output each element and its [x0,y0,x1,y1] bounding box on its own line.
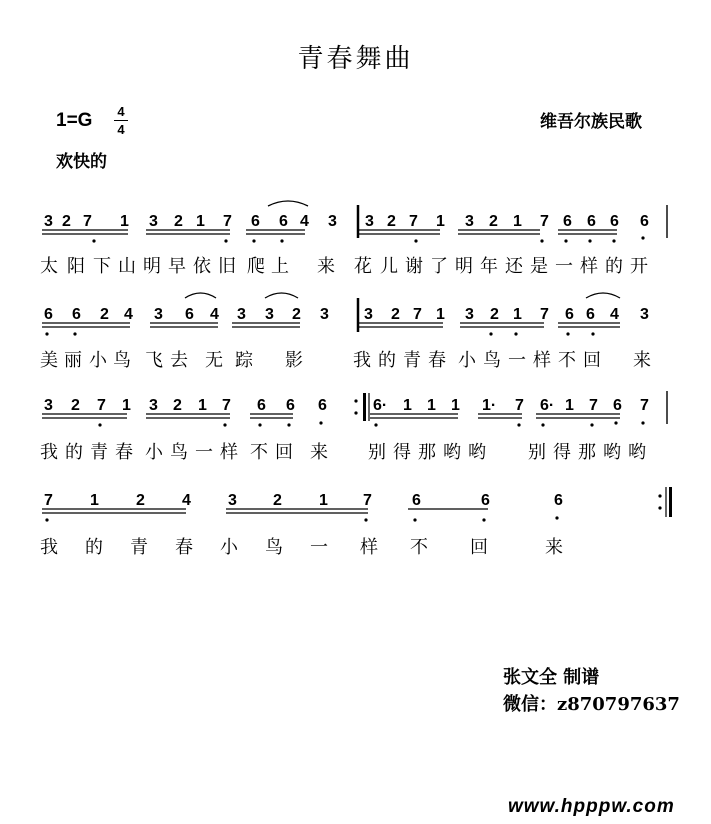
octave-dot [319,421,322,424]
note: 4 [610,306,619,323]
note: 6· [540,397,555,414]
note: 4 [300,213,309,230]
note: 6 [613,397,622,414]
lyric-char: 我 [40,537,58,558]
note: 3 [154,306,163,323]
lyric-char: 不 [558,350,576,371]
note: 1 [198,397,207,414]
octave-dot [252,239,255,242]
note: 6 [565,306,574,323]
note: 1 [122,397,131,414]
lyric-char: 小 [458,350,476,371]
lyric-char: 阳 [67,256,85,277]
note: 3 [237,306,246,323]
end-repeat-bar [669,487,672,517]
note: 6 [286,397,295,414]
lyric-char: 山 [118,256,136,277]
lyric-char: 明 [455,256,473,277]
octave-dot [514,332,517,335]
lyric-char: 样 [360,537,378,558]
note: 6· [373,397,388,414]
lyric-char: 早 [168,256,186,277]
note: 6 [587,213,596,230]
lyric-char: 鸟 [113,350,131,371]
note: 2 [100,306,109,323]
lyric-char: 别 [368,442,386,463]
lyric-char: 春 [115,442,133,463]
octave-dot [658,494,661,497]
lyric-char: 太 [40,256,58,277]
note: 2 [391,306,400,323]
octave-dot [541,423,544,426]
octave-dot [540,239,543,242]
key-signature: 1=G [56,110,93,131]
note: 3 [640,306,649,323]
lyric-char: 年 [480,256,498,277]
lyric-char: 我 [40,442,58,463]
octave-dot [354,399,357,402]
octave-dot [98,423,101,426]
lyric-char: 得 [393,442,411,463]
octave-dot [92,239,95,242]
note: 6 [257,397,266,414]
note: 6 [554,492,563,509]
octave-dot [45,518,48,521]
lyric-char: 青 [403,350,421,371]
note: 6 [586,306,595,323]
note: 2 [136,492,145,509]
lyric-char: 来 [633,350,651,371]
lyric-char: 别 [528,442,546,463]
octave-dot [354,411,357,414]
note: 6 [481,492,490,509]
note: 1 [436,306,445,323]
tie-arc [268,201,308,206]
octave-dot [612,239,615,242]
watermark-url: www.hpppw.com [508,796,675,817]
lyric-char: 鸟 [265,537,283,558]
note: 3 [328,213,337,230]
note: 3 [320,306,329,323]
octave-dot [566,332,569,335]
note: 4 [124,306,133,323]
tempo-marking: 欢快的 [56,152,107,172]
lyric-char: 不 [250,442,268,463]
note: 1 [319,492,328,509]
note: 6 [72,306,81,323]
note: 7 [413,306,422,323]
note: 1 [565,397,574,414]
repeat-bar [363,393,366,421]
note: 6 [610,213,619,230]
lyric-char: 开 [630,256,648,277]
lyric-char: 小 [89,350,107,371]
lyric-char: 青 [130,537,148,558]
lyric-char: 的 [65,442,83,463]
note: 7 [540,213,549,230]
note: 1 [513,213,522,230]
note: 1 [90,492,99,509]
lyric-char: 小 [220,537,238,558]
note: 1· [482,397,497,414]
note: 3 [465,213,474,230]
lyric-char: 回 [583,350,601,371]
note: 7 [540,306,549,323]
note: 2 [292,306,301,323]
note: 1 [196,213,205,230]
note: 3 [465,306,474,323]
note: 6 [44,306,53,323]
note: 3 [228,492,237,509]
lyric-char: 样 [580,256,598,277]
lyric-char: 踪 [235,350,253,371]
tie-arc [185,293,216,298]
lyric-char: 的 [85,537,103,558]
note: 1 [120,213,129,230]
note: 2 [387,213,396,230]
lyric-char: 青 [90,442,108,463]
lyric-char: 鸟 [170,442,188,463]
tie-arc [586,293,620,298]
note: 2 [173,397,182,414]
song-title: 青春舞曲 [297,44,414,74]
lyric-char: 不 [410,537,428,558]
octave-dot [414,239,417,242]
note: 6 [318,397,327,414]
lyric-char: 我 [353,350,371,371]
lyric-char: 哟 [468,442,486,463]
note: 3 [44,213,53,230]
note: 7 [222,397,231,414]
lyric-char: 一 [195,442,213,463]
lyric-char: 影 [285,350,303,371]
note: 1 [427,397,436,414]
note: 7 [97,397,106,414]
note: 3 [365,213,374,230]
note: 7 [409,213,418,230]
note: 4 [210,306,219,323]
octave-dot [658,506,661,509]
octave-dot [641,421,644,424]
lyric-char: 小 [145,442,163,463]
lyric-char: 来 [545,537,563,558]
note: 2 [174,213,183,230]
lyric-char: 春 [428,350,446,371]
octave-dot [364,518,367,521]
note: 2 [62,213,71,230]
lyric-char: 回 [275,442,293,463]
lyric-char: 样 [533,350,551,371]
lyric-char: 得 [553,442,571,463]
note: 6 [563,213,572,230]
lyric-char: 谢 [405,256,423,277]
lyric-char: 是 [530,256,548,277]
octave-dot [489,332,492,335]
note: 3 [149,397,158,414]
octave-dot [45,332,48,335]
lyric-char: 花 [354,256,372,277]
lyric-char: 一 [555,256,573,277]
lyric-char: 儿 [380,256,398,277]
octave-dot [517,423,520,426]
lyric-char: 无 [205,350,223,371]
octave-dot [223,423,226,426]
lyric-char: 还 [505,256,523,277]
octave-dot [591,332,594,335]
lyric-char: 来 [317,256,335,277]
lyric-char: 的 [378,350,396,371]
lyric-char: 依 [193,256,211,277]
lyric-char: 样 [220,442,238,463]
note: 3 [364,306,373,323]
arranger-credit: 张文全 制谱 [503,667,600,688]
note: 7 [44,492,53,509]
note: 3 [265,306,274,323]
lyric-char: 那 [578,442,596,463]
octave-dot [374,423,377,426]
lyric-char: 哟 [628,442,646,463]
note: 6 [251,213,260,230]
lyric-char: 了 [430,256,448,277]
note: 6 [185,306,194,323]
octave-dot [73,332,76,335]
note: 6 [412,492,421,509]
note: 1 [403,397,412,414]
octave-dot [588,239,591,242]
note: 2 [489,213,498,230]
note: 2 [273,492,282,509]
octave-dot [413,518,416,521]
note: 1 [513,306,522,323]
note: 7 [589,397,598,414]
note: 2 [71,397,80,414]
note: 6 [640,213,649,230]
time-signature-top: 4 [117,104,125,119]
lyric-char: 下 [93,256,111,277]
note: 3 [44,397,53,414]
note: 7 [363,492,372,509]
octave-dot [482,518,485,521]
octave-dot [564,239,567,242]
lyric-char: 一 [310,537,328,558]
octave-dot [258,423,261,426]
lyric-char: 春 [175,537,193,558]
song-origin: 维吾尔族民歌 [540,112,642,132]
note: 7 [515,397,524,414]
octave-dot [614,421,617,424]
note: 6 [279,213,288,230]
lyric-char: 的 [605,256,623,277]
octave-dot [224,239,227,242]
lyric-char: 去 [170,350,188,371]
lyric-char: 旧 [218,256,236,277]
note: 7 [223,213,232,230]
lyric-char: 回 [470,537,488,558]
note: 2 [490,306,499,323]
tie-arc [265,293,298,298]
octave-dot [641,236,644,239]
time-signature-bottom: 4 [117,122,125,137]
lyric-char: 飞 [145,350,163,371]
note: 3 [149,213,158,230]
note: 1 [451,397,460,414]
lyric-char: 美 [40,350,58,371]
note: 4 [182,492,191,509]
octave-dot [287,423,290,426]
wechat-contact: 微信：z870797637 [503,694,680,715]
octave-dot [555,516,558,519]
lyric-char: 明 [143,256,161,277]
lyric-char: 那 [418,442,436,463]
lyric-char: 爬 [247,256,265,277]
octave-dot [280,239,283,242]
lyric-char: 哟 [443,442,461,463]
lyric-char: 上 [271,256,289,277]
lyric-char: 一 [508,350,526,371]
lyric-char: 鸟 [483,350,501,371]
lyric-char: 来 [310,442,328,463]
note: 7 [83,213,92,230]
lyric-char: 哟 [603,442,621,463]
lyric-char: 丽 [64,350,82,371]
note: 7 [640,397,649,414]
note: 1 [436,213,445,230]
octave-dot [590,423,593,426]
